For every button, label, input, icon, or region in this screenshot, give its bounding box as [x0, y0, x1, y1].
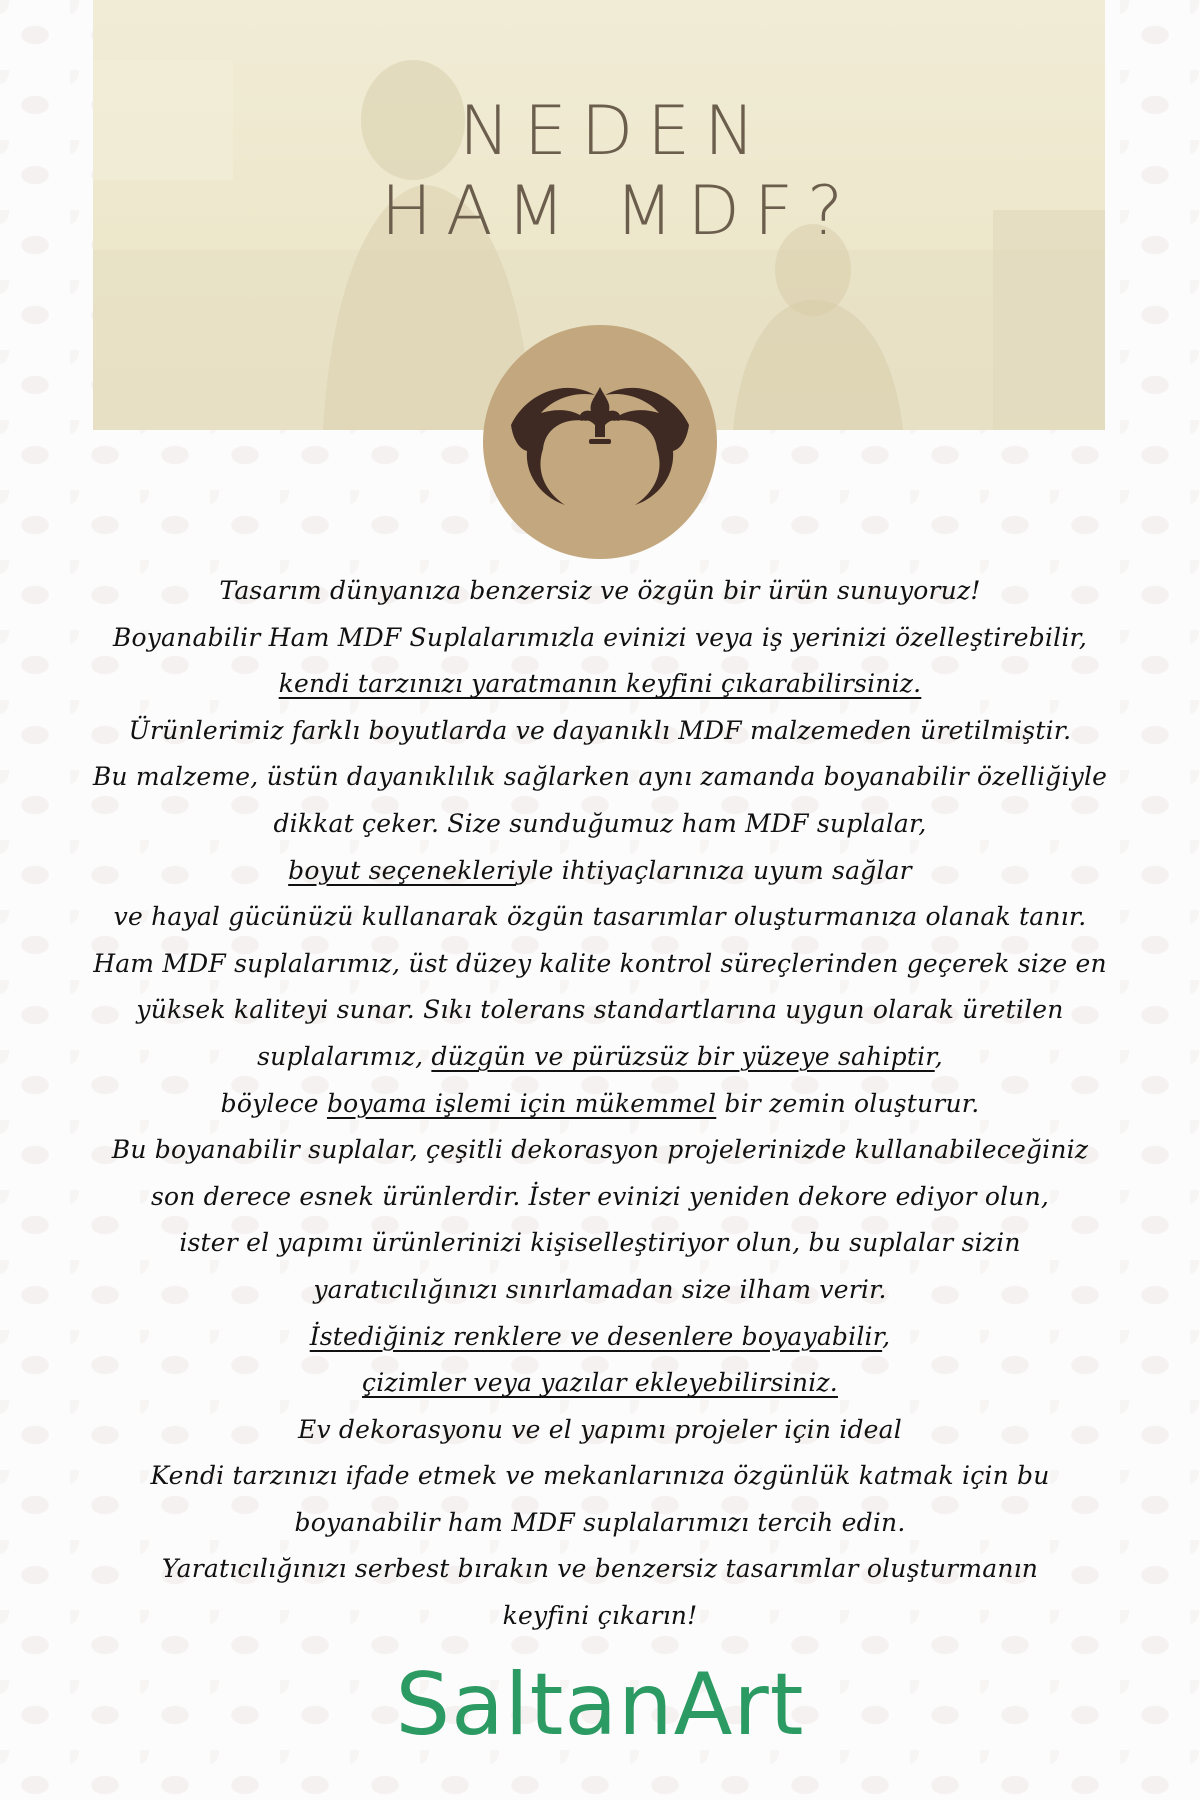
- text-segment: dikkat çeker. Size sunduğumuz ham MDF suplalar,: [273, 808, 927, 838]
- body-line: [80, 1360, 1120, 1407]
- body-line: [80, 1546, 1120, 1593]
- title-line-1: NEDEN: [458, 92, 770, 171]
- brand-wordmark: SaltanArt: [395, 1655, 805, 1755]
- text-segment: ,: [882, 1321, 891, 1351]
- title-line-2: HAM MDF?: [380, 172, 858, 252]
- text-segment: Yaratıcılığınızı serbest bırakın ve benzersiz tasarımlar oluşturmanın: [161, 1554, 1039, 1584]
- text-segment: boyanabilir ham MDF suplalarımızı tercih edin.: [294, 1507, 906, 1537]
- body-line: [80, 1314, 1120, 1361]
- body-line: [80, 941, 1120, 988]
- text-segment: böylece: [220, 1088, 327, 1118]
- underlined-phrase: düzgün ve pürüzsüz bir yüzeye sahiptir: [431, 1041, 935, 1071]
- text-segment: yle ihtiyaçlarınıza uyum sağlar: [516, 855, 912, 885]
- body-line: [80, 1220, 1120, 1267]
- body-line: [80, 661, 1120, 708]
- page-title: [93, 92, 1105, 252]
- text-segment: Bu boyanabilir suplalar, çeşitli dekorasyon projelerinizde kullanabileceğiniz: [111, 1135, 1089, 1165]
- body-line: [80, 987, 1120, 1034]
- body-line: [80, 894, 1120, 941]
- body-line: [80, 1453, 1120, 1500]
- underlined-phrase: boyut seçenekleri: [288, 855, 517, 885]
- text-segment: Kendi tarzınızı ifade etmek ve mekanlarınıza özgünlük katmak için bu: [150, 1461, 1050, 1491]
- body-line: [80, 708, 1120, 755]
- text-segment: ister el yapımı ürünlerinizi kişiselleştiriyor olun, bu suplalar sizin: [179, 1228, 1021, 1258]
- body-line: [80, 848, 1120, 895]
- text-segment: ,: [934, 1041, 943, 1071]
- body-line: [80, 1407, 1120, 1454]
- text-segment: suplalarımız,: [257, 1041, 432, 1071]
- body-line: [80, 754, 1120, 801]
- text-segment: keyfini çıkarın!: [502, 1601, 698, 1631]
- body-line: [80, 1174, 1120, 1221]
- body-line: [80, 1034, 1120, 1081]
- body-line: [80, 1127, 1120, 1174]
- description-text: [80, 568, 1120, 1640]
- text-segment: Ürünlerimiz farklı boyutlarda ve dayanıklı MDF malzemeden üretilmiştir.: [128, 715, 1072, 745]
- body-line: [80, 1267, 1120, 1314]
- body-line: [80, 1593, 1120, 1640]
- text-segment: Ham MDF suplalarımız, üst düzey kalite kontrol süreçlerinden geçerek size en: [93, 948, 1107, 978]
- body-line: [80, 615, 1120, 662]
- text-segment: ve hayal gücünüzü kullanarak özgün tasarımlar oluşturmanıza olanak tanır.: [113, 902, 1087, 932]
- text-segment: Tasarım dünyanıza benzersiz ve özgün bir ürün sunuyoruz!: [219, 576, 981, 605]
- brand-logo: [483, 325, 717, 559]
- body-line: [80, 801, 1120, 848]
- saltanart-emblem-icon: [483, 325, 717, 559]
- text-segment: son derece esnek ürünlerdir. İster evinizi yeniden dekore ediyor olun,: [150, 1181, 1050, 1211]
- body-line: [80, 568, 1120, 615]
- underlined-phrase: İstediğiniz renklere ve desenlere boyayabilir: [309, 1321, 883, 1351]
- underlined-phrase: çizimler veya yazılar ekleyebilirsiniz.: [362, 1368, 838, 1398]
- text-segment: yaratıcılığınızı sınırlamadan size ilham verir.: [313, 1274, 887, 1304]
- underlined-phrase: kendi tarzınızı yaratmanın keyfini çıkarabilirsiniz.: [278, 669, 922, 699]
- body-line: [80, 1081, 1120, 1128]
- text-segment: yüksek kaliteyi sunar. Sıkı tolerans standartlarına uygun olarak üretilen: [136, 995, 1064, 1025]
- text-segment: Bu malzeme, üstün dayanıklılık sağlarken aynı zamanda boyanabilir özelliğiyle: [92, 762, 1108, 792]
- text-segment: Boyanabilir Ham MDF Suplalarımızla evinizi veya iş yerinizi özelleştirebilir,: [112, 622, 1088, 652]
- body-line: [80, 1500, 1120, 1547]
- underlined-phrase: boyama işlemi için mükemmel: [326, 1088, 717, 1118]
- text-segment: Ev dekorasyonu ve el yapımı projeler için ideal: [298, 1414, 902, 1444]
- text-segment: bir zemin oluşturur.: [716, 1088, 980, 1118]
